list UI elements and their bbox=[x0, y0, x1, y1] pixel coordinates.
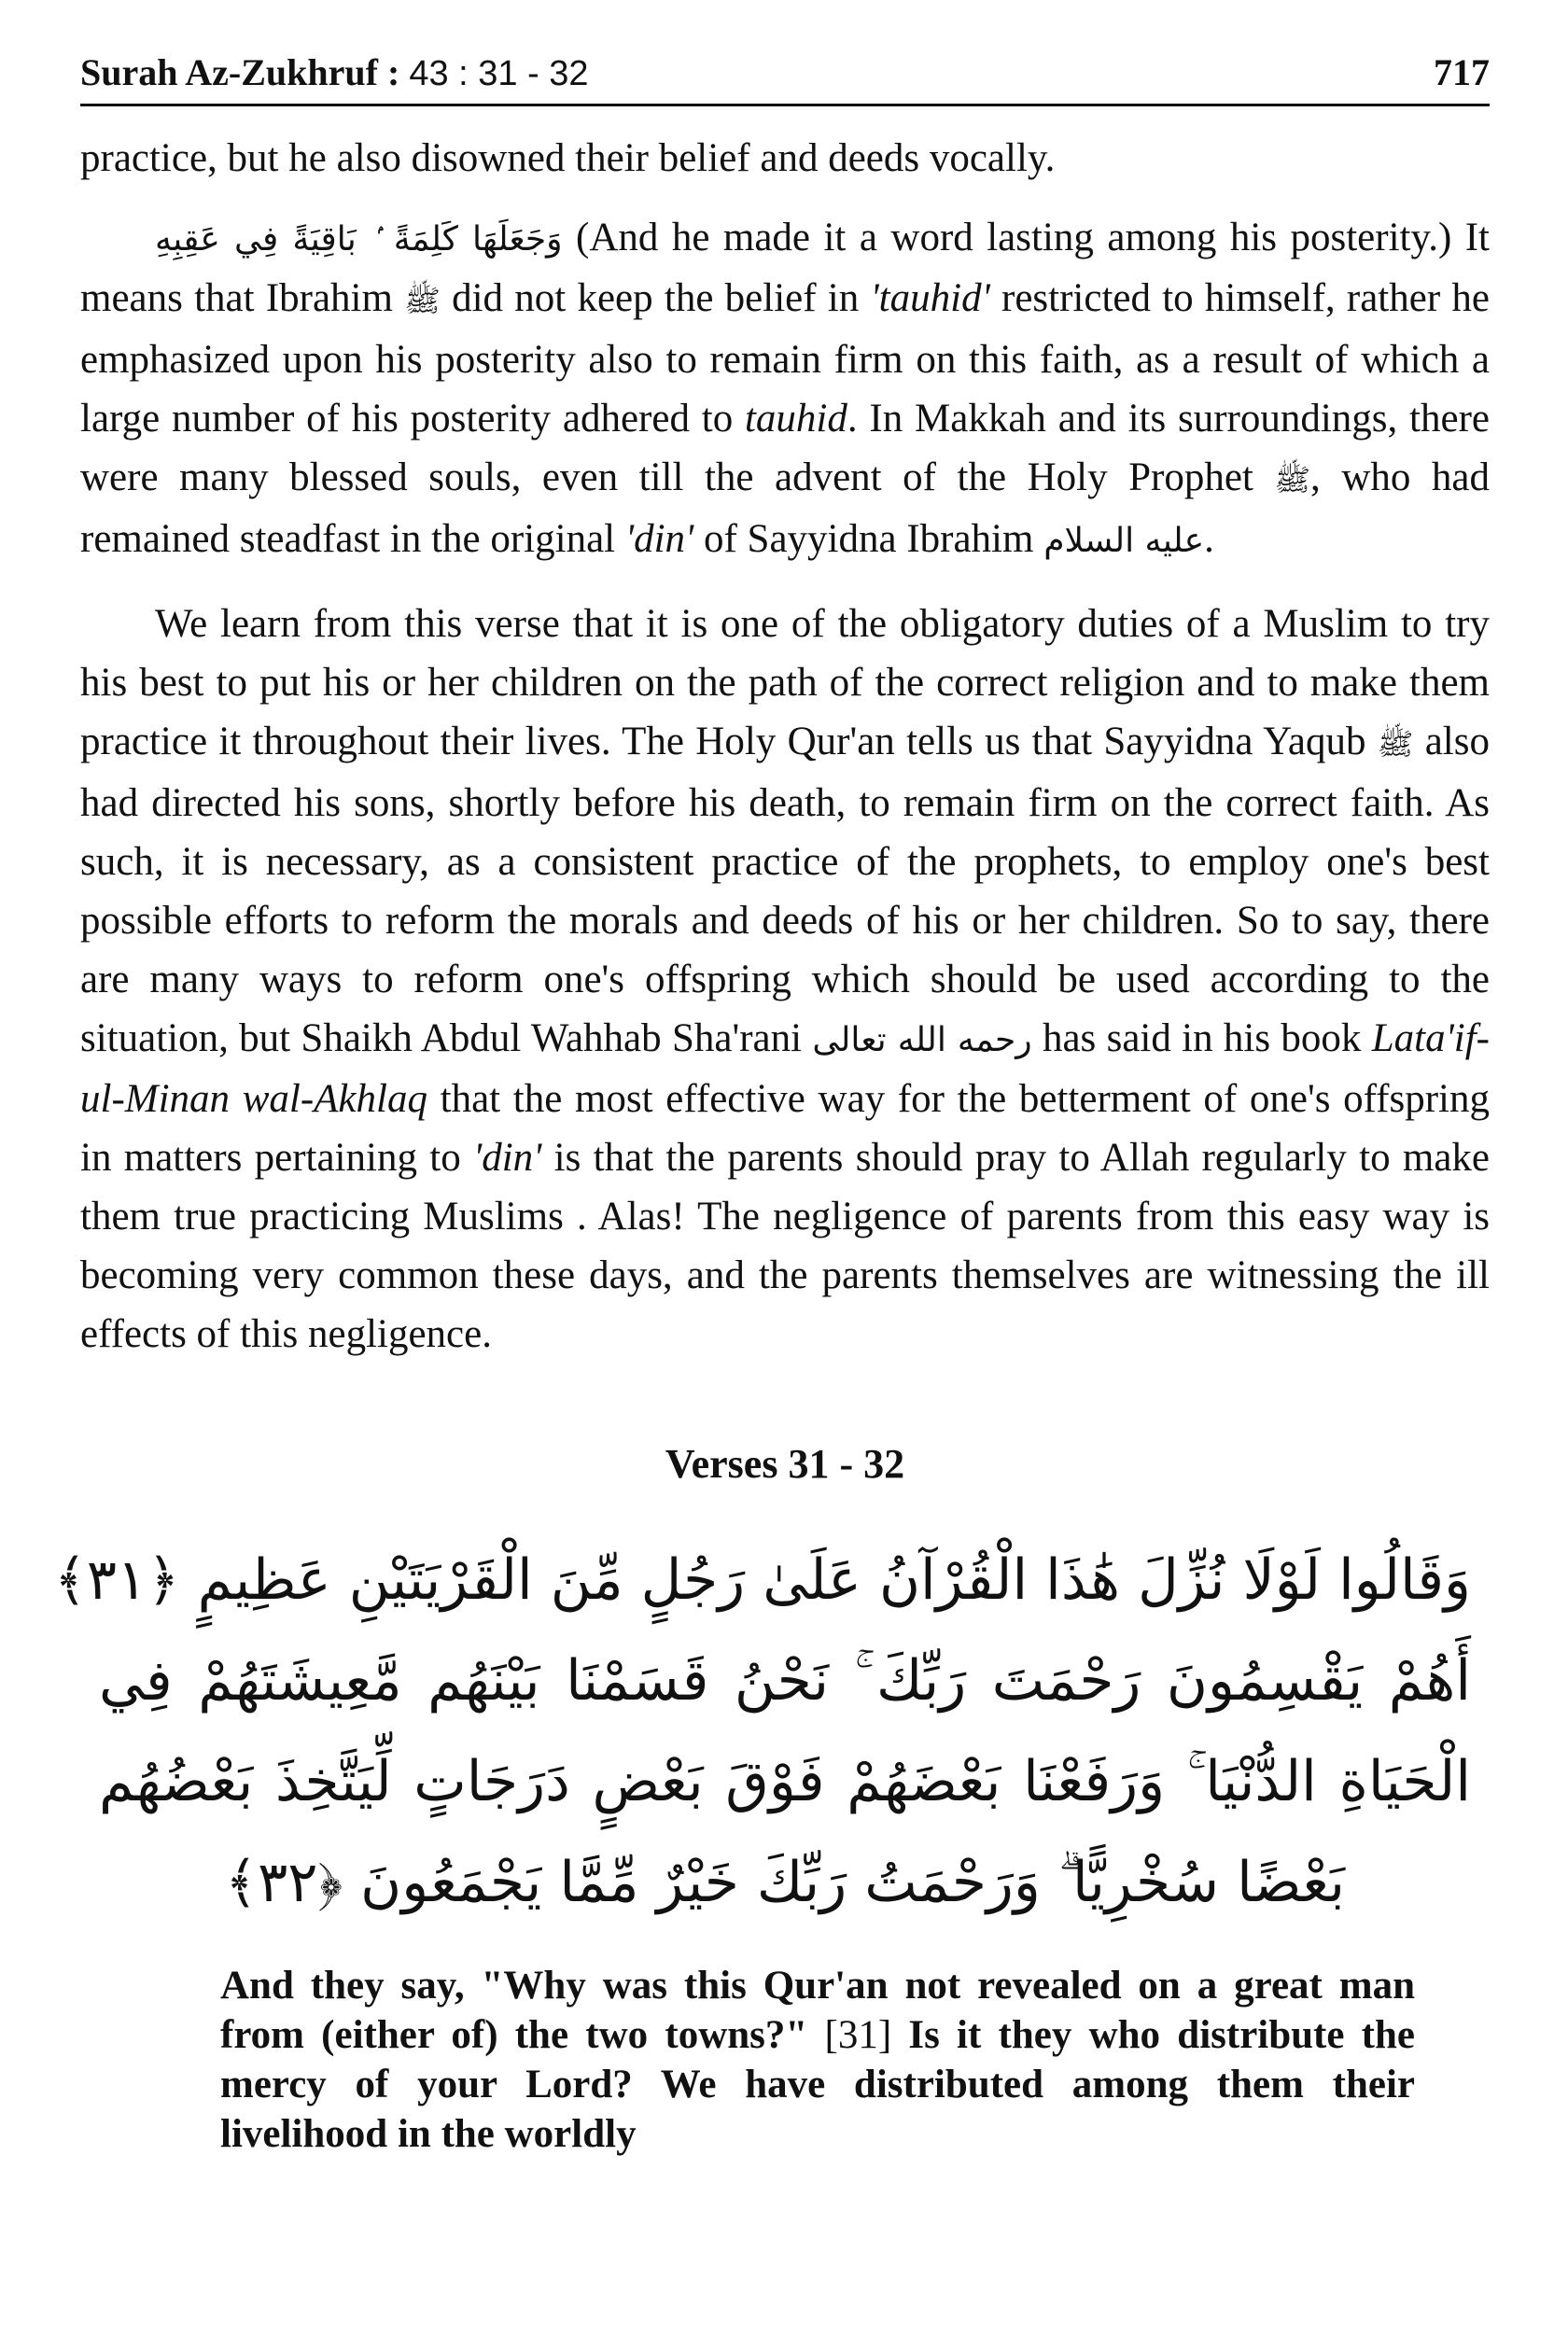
text-run: restricted to himself, rather he emphasized upon his posterity also to remain firm on this faith, as a result of which a large number of his posterity adhered to bbox=[80, 276, 1490, 441]
running-header bbox=[80, 49, 1490, 106]
term-din: 'din' bbox=[473, 1136, 542, 1180]
text-run: is that the parents should pray to Allah regularly to make them true practicing Muslims . Alas! The negligence of parents from this easy way is becoming very common these days, and the parents themselves are witnessing the ill effects of this negligence. bbox=[80, 1136, 1490, 1356]
text-run: . In Makkah and its surroundings, there were many blessed souls, even till the advent of the Holy Prophet bbox=[80, 397, 1490, 499]
text-run: has said in his book bbox=[1031, 1016, 1372, 1060]
quran-verses bbox=[53, 1530, 1471, 1933]
term-din: 'din' bbox=[624, 517, 694, 561]
quran-line: بَعْضًا سُخْرِيًّا ۗ وَرَحْمَتُ رَبِّكَ خَيْرٌ مِّمَّا يَجْمَعُونَ ﴿٣٢﴾ bbox=[224, 1850, 1346, 1915]
arabic-quote: وَجَعَلَهَا كَلِمَةً ۢ بَاقِيَةً فِي عَقِبِهِ bbox=[155, 220, 563, 259]
text-run: also had directed his sons, shortly before his death, to remain firm on the correct faith. As such, it is necessary, as a consistent practice of the prophets, to employ one's best possible efforts to reform the morals and deeds of his or her children. So to say, there are many ways to reform one's offspring which should be used according to the situation, but Shaikh Abdul Wahhab Sha'rani bbox=[80, 720, 1490, 1060]
text-run: (And he made it a word lasting among his posterity.) It means that Ibrahim bbox=[80, 216, 1490, 320]
paragraph-tauhid bbox=[80, 208, 1490, 570]
page-number: 717 bbox=[1434, 51, 1490, 93]
arabic-rahimahullah: رحمه الله تعالى bbox=[812, 1021, 1032, 1059]
surah-name: Surah Az-Zukhruf : bbox=[80, 51, 400, 93]
salutation-glyph: ﷺ bbox=[1274, 462, 1311, 497]
text-run: . bbox=[1204, 517, 1214, 561]
verse-reference: 43 : 31 - 32 bbox=[409, 54, 589, 93]
salutation-glyph: ﷺ bbox=[404, 283, 441, 318]
paragraph-children bbox=[80, 595, 1490, 1364]
quran-line: أَهُمْ يَقْسِمُونَ رَحْمَتَ رَبِّكَ ۚ نَحْنُ قَسَمْنَا بَيْنَهُم مَّعِيشَتَهُمْ فِي bbox=[99, 1648, 1471, 1714]
paragraph-continuation: practice, but he also disowned their belief and deeds vocally. bbox=[80, 136, 1056, 180]
text-run: did not keep the belief in bbox=[440, 276, 871, 320]
book-page bbox=[53, 49, 1490, 2159]
text-run: We learn from this verse that it is one of the obligatory duties of a Muslim to try his best to put his or her children on the path of the correct religion and to make them practice it throughout their lives. The Holy Qur'an tells us that Sayyidna Yaqub bbox=[80, 602, 1490, 763]
term-tauhid: tauhid bbox=[744, 397, 847, 441]
text-run: , who had remained steadfast in the original bbox=[80, 455, 1490, 561]
verse-number: [31] bbox=[824, 2013, 892, 2057]
text-run: And they say, "Why was this Qur'an not revealed on a great man from (either of) the two towns?" bbox=[220, 1964, 1415, 2057]
quran-line: الْحَيَاةِ الدُّنْيَا ۚ وَرَفَعْنَا بَعْضَهُمْ فَوْقَ بَعْضٍ دَرَجَاتٍ لِّيَتَّخِذَ بَعْضُهُم bbox=[99, 1749, 1471, 1814]
text-run: Is it they who distribute the mercy of your Lord? We have distributed among them their livelihood in the worldly bbox=[220, 2013, 1415, 2156]
quran-line: وَقَالُوا لَوْلَا نُزِّلَ هَٰذَا الْقُرْآنُ عَلَىٰ رَجُلٍ مِّنَ الْقَرْيَتَيْنِ عَظِيمٍ ﴿٣١﴾ bbox=[53, 1547, 1471, 1613]
salutation-alaihi: عليه السلام bbox=[1043, 522, 1205, 560]
verse-translation bbox=[220, 1961, 1415, 2159]
text-run: that the most effective way for the betterment of one's offspring in matters pertaining to bbox=[80, 1077, 1490, 1180]
verses-heading: Verses 31 - 32 bbox=[665, 1441, 905, 1487]
term-tauhid: 'tauhid' bbox=[870, 276, 990, 320]
commentary-body bbox=[80, 129, 1490, 1364]
salutation-glyph: ﷺ bbox=[1377, 726, 1414, 762]
surah-title bbox=[80, 49, 589, 98]
book-title: Lata'if-ul-Minan wal-Akhlaq bbox=[80, 1016, 1490, 1121]
text-run: of Sayyidna Ibrahim bbox=[693, 517, 1044, 561]
